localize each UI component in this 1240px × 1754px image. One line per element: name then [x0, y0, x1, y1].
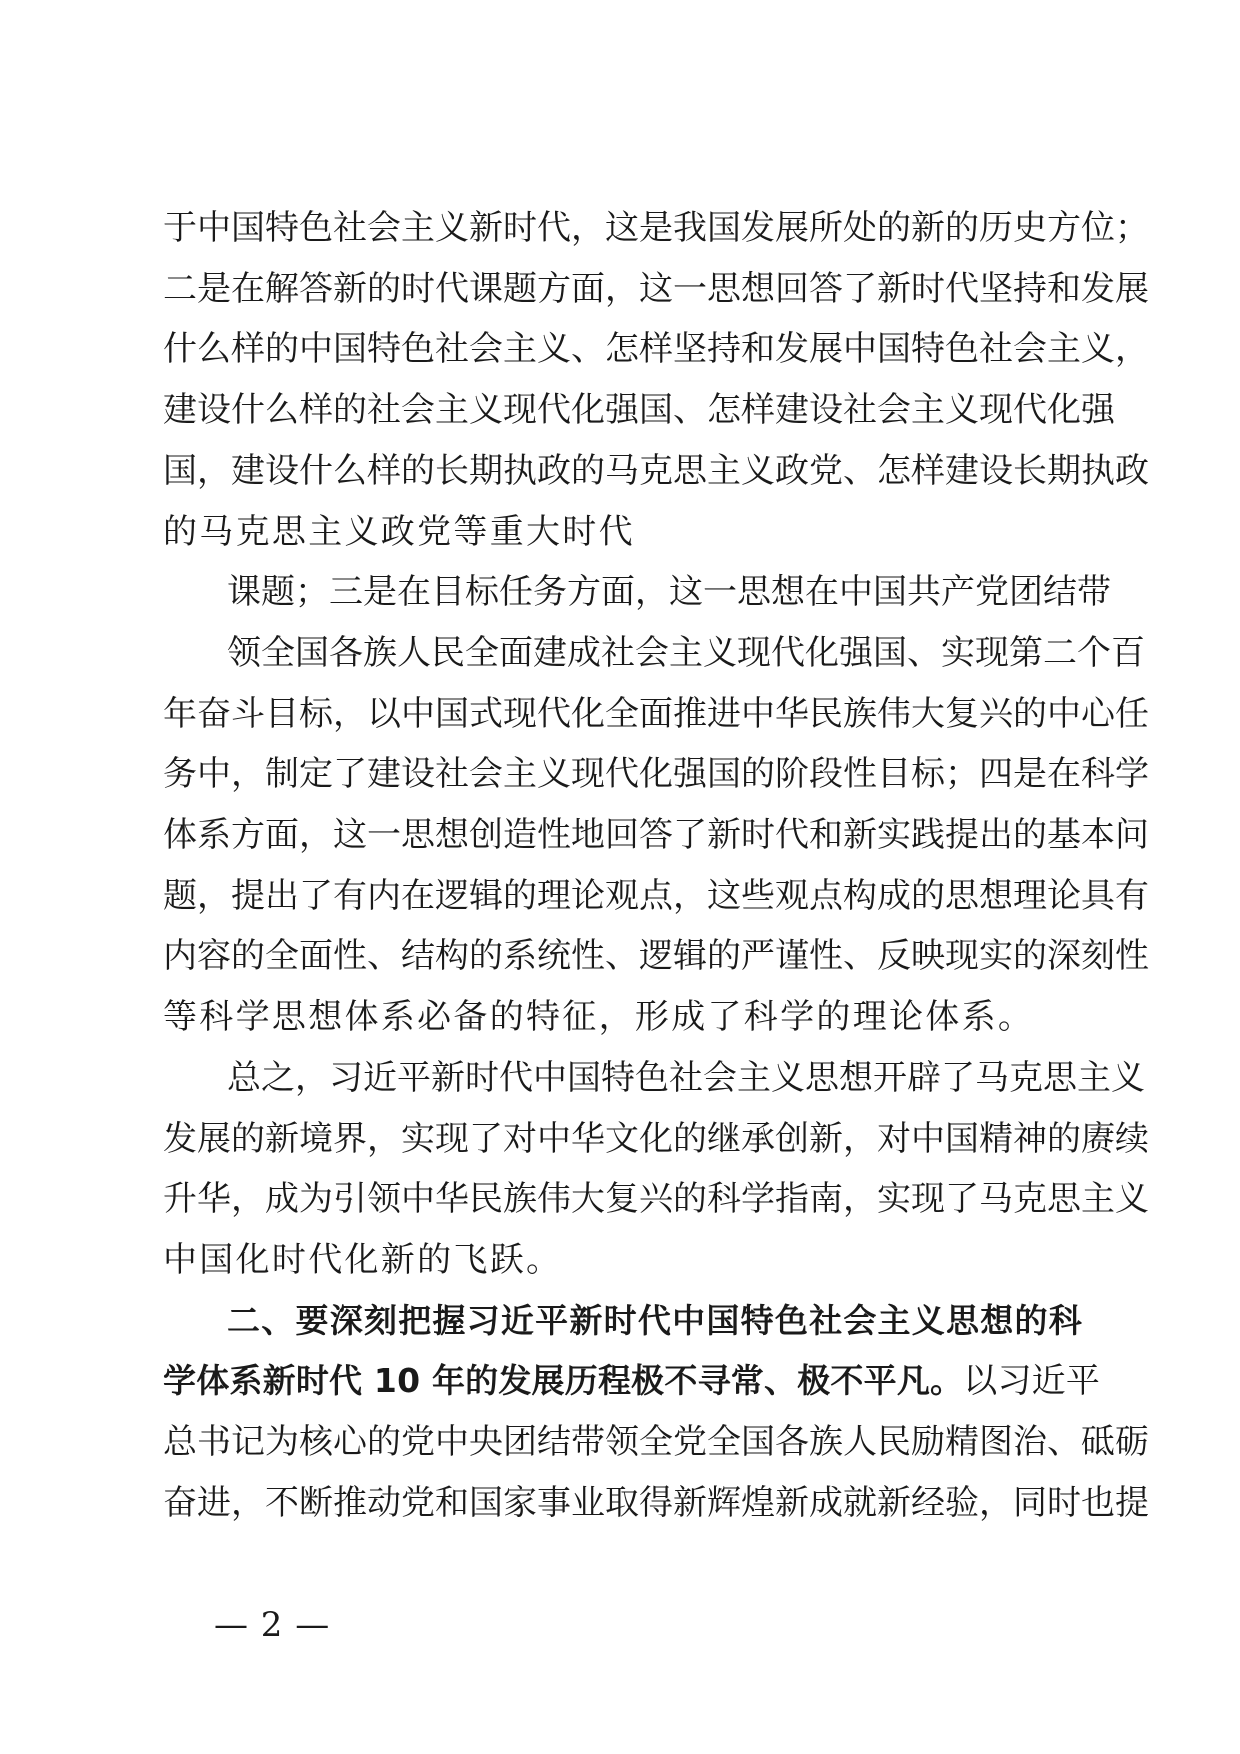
text-line: 国，建设什么样的长期执政的马克思主义政党、怎样建设长期执政 [163, 450, 1149, 491]
text-line: 总书记为核心的党中央团结带领全党全国各族人民励精图治、砥砺 [163, 1422, 1149, 1462]
text-line: 建设什么样的社会主义现代化强国、怎样建设社会主义现代化强 [163, 390, 1115, 431]
section-heading-tail: 学体系新时代 10 年的发展历程极不寻常、极不平凡。 [163, 1361, 964, 1401]
text-line: 的马克思主义政党等重大时代 [163, 511, 635, 552]
text-line: 奋进，不断推动党和国家事业取得新辉煌新成就新经验，同时也提 [163, 1482, 1149, 1523]
text-line: 体系方面，这一思想创造性地回答了新时代和新实践提出的基本问 [163, 815, 1149, 855]
text-line: 领全国各族人民全面建成社会主义现代化强国、实现第二个百 [227, 632, 1145, 673]
text-line: 什么样的中国特色社会主义、怎样坚持和发展中国特色社会主义， [163, 329, 1149, 370]
text-line: 题，提出了有内在逻辑的理论观点，这些观点构成的思想理论具有 [163, 875, 1149, 916]
section-heading: 二、要深刻把握习近平新时代中国特色社会主义思想的科 [227, 1300, 1083, 1340]
text-line: 课题；三是在目标任务方面，这一思想在中国共产党团结带 [227, 572, 1111, 613]
section-heading-continued [163, 1357, 1100, 1405]
text-line: 总之，习近平新时代中国特色社会主义思想开辟了马克思主义 [227, 1057, 1145, 1098]
page-number: — 2 — [214, 1605, 331, 1645]
text-span: 以习近平 [963, 1361, 1101, 1402]
text-line: 务中，制定了建设社会主义现代化强国的阶段性目标；四是在科学 [163, 754, 1149, 795]
text-line: 中国化时代化新的飞跃。 [163, 1239, 563, 1280]
text-line: 发展的新境界，实现了对中华文化的继承创新，对中国精神的赓续 [163, 1118, 1149, 1159]
text-line: 内容的全面性、结构的系统性、逻辑的严谨性、反映现实的深刻性 [163, 936, 1149, 977]
text-line: 年奋斗目标，以中国式现代化全面推进中华民族伟大复兴的中心任 [163, 693, 1149, 734]
text-line: 二是在解答新的时代课题方面，这一思想回答了新时代坚持和发展 [163, 268, 1149, 309]
text-line: 升华，成为引领中华民族伟大复兴的科学指南，实现了马克思主义 [163, 1179, 1149, 1220]
text-line: 等科学思想体系必备的特征，形成了科学的理论体系。 [163, 997, 1035, 1038]
text-line: 于中国特色社会主义新时代，这是我国发展所处的新的历史方位； [163, 208, 1149, 248]
